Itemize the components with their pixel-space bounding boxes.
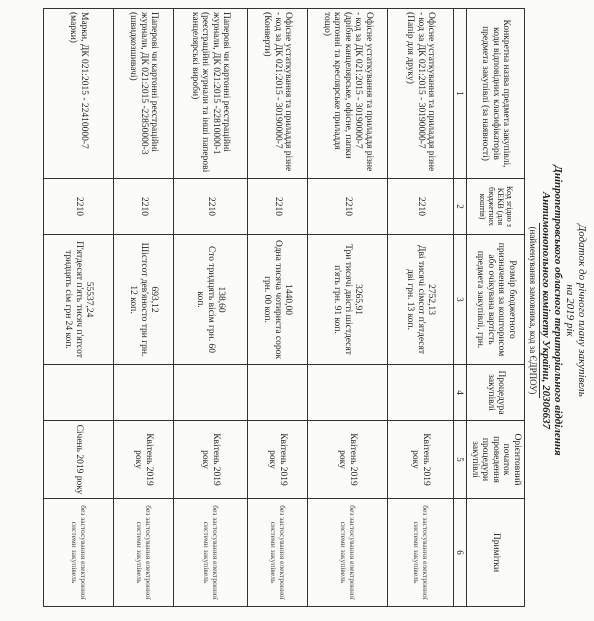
item-notes: без застосування електронної системи закупівель — [114, 499, 174, 607]
column-number: 6 — [454, 499, 468, 607]
item-start: Квітень 2019 року — [114, 421, 174, 499]
table-header-row — [467, 9, 525, 607]
header-line2: на 2019 рік — [564, 284, 576, 337]
procurement-table — [43, 8, 525, 607]
item-amount: 138,60 — [216, 286, 227, 313]
item-amount: 693,12 — [149, 286, 160, 313]
item-amount-words: Шістсот дев'яносто три грн. 12 коп. — [128, 242, 149, 357]
item-kekv: 2210 — [308, 179, 388, 235]
table-row — [174, 9, 248, 607]
table-row — [388, 9, 454, 607]
item-kekv: 2210 — [388, 179, 454, 235]
column-header-name: Конкретна назва предмета закупівлі, коди відповідних класифікаторів предмета закупівлі (за наявності) — [467, 9, 525, 179]
item-procedure — [388, 365, 454, 421]
table-row — [308, 9, 388, 607]
item-name: Офісне устаткування та приладдя різне - код за ДК 021:2015 - 30190000-7 (дрібне канцелярське, офісне, папки картонні та креслярське приладдя тощо) — [308, 9, 388, 179]
item-start: Січень 2019 року — [44, 421, 114, 499]
item-amount-words: Сто тридцять вісім грн. 60 коп. — [195, 246, 216, 353]
column-header-start: Орієнтовний початок проведення процедури закупівлі — [467, 421, 525, 499]
organization-caption: (найменування замовника, код за ЄДРПОУ) — [527, 223, 540, 399]
item-name: Офісне устаткування та приладдя різне - код за ДК 021:2015 - 30190000-7 (Папір для друку) — [388, 9, 454, 179]
item-kekv: 2210 — [248, 179, 308, 235]
item-procedure — [248, 365, 308, 421]
item-start: Квітень 2019 року — [248, 421, 308, 499]
organization-line1: Дніпропетровського обласного територіального відділення — [552, 165, 564, 456]
item-name: Офісне устаткування та приладдя різне - код за ДК 021:2015 - 30190000-7 (Конверти) — [248, 9, 308, 179]
item-amount-words: Дві тисячі сімсот п'ятдесят дві грн. 13 коп. — [405, 244, 426, 355]
column-number: 2 — [454, 179, 468, 235]
item-amount: 55537,24 — [84, 281, 95, 318]
item-amount-words: П'ятдесят п'ять тисяч п'ятсот тридцять сім грн 24 коп. — [63, 241, 84, 358]
column-number-row — [454, 9, 468, 607]
item-amount: 3265,91 — [353, 284, 364, 315]
item-procedure — [174, 365, 248, 421]
item-name: Марки, ДК 021:2015 - 22410000-7 (марки) — [44, 9, 114, 179]
item-procedure — [308, 365, 388, 421]
item-start: Квітень 2019 року — [174, 421, 248, 499]
column-header-notes: Примітки — [467, 499, 525, 607]
item-name: Паперові чи картонні реєстраційні журнали, ДК 021:2015 -22810000-1 (реєстраційні журнали та інші паперові канцелярські вироби) — [174, 9, 248, 179]
column-number: 3 — [454, 235, 468, 365]
column-number: 4 — [454, 365, 468, 421]
item-start: Квітень 2019 року — [388, 421, 454, 499]
column-header-procedure: Процедура закупівлі — [467, 365, 525, 421]
item-kekv: 2210 — [114, 179, 174, 235]
item-notes: без застосування електронної системи закупівель — [248, 499, 308, 607]
item-notes: без застосування електронної системи закупівель — [44, 499, 114, 607]
item-amount-cell — [248, 235, 308, 365]
item-amount: 2752,13 — [426, 284, 437, 315]
item-amount: 1440,00 — [283, 284, 294, 315]
item-kekv: 2210 — [174, 179, 248, 235]
item-amount-cell — [114, 235, 174, 365]
item-amount-cell — [388, 235, 454, 365]
item-name: Паперові чи картонні реєстраційні журнали, ДК 021:2015 -22850000-3 (швидкозшивачі) — [114, 9, 174, 179]
table-row — [248, 9, 308, 607]
item-notes: без застосування електронної системи закупівель — [388, 499, 454, 607]
item-kekv: 2210 — [44, 179, 114, 235]
item-procedure — [114, 365, 174, 421]
item-procedure — [44, 365, 114, 421]
item-amount-words: Одна тисяча чотириста сорок грн. 00 коп. — [262, 239, 283, 360]
table-row — [44, 9, 114, 607]
column-number: 5 — [454, 421, 468, 499]
item-amount-cell — [308, 235, 388, 365]
item-amount-words: Три тисячі двісті шістдесят п'ять грн. 91 коп. — [332, 244, 353, 355]
item-notes: без застосування електронної системи закупівель — [308, 499, 388, 607]
organization-line2: Антимонопольного комітету України, 20306637 — [540, 191, 552, 430]
column-header-kekv: Код згідно з КЕКВ (для бюджетних коштів) — [467, 179, 525, 235]
column-number: 1 — [454, 9, 468, 179]
table-row — [114, 9, 174, 607]
item-notes: без застосування електронної системи закупівель — [174, 499, 248, 607]
item-amount-cell — [174, 235, 248, 365]
item-start: Квітень 2019 року — [308, 421, 388, 499]
header-line1: Додаток до річного плану закупівель — [576, 224, 588, 397]
item-amount-cell — [44, 235, 114, 365]
document-header — [527, 8, 588, 613]
column-header-amount: Розмір бюджетного призначення за кошторисом або очікувана вартість предмета закупівлі, грн. — [467, 235, 525, 365]
